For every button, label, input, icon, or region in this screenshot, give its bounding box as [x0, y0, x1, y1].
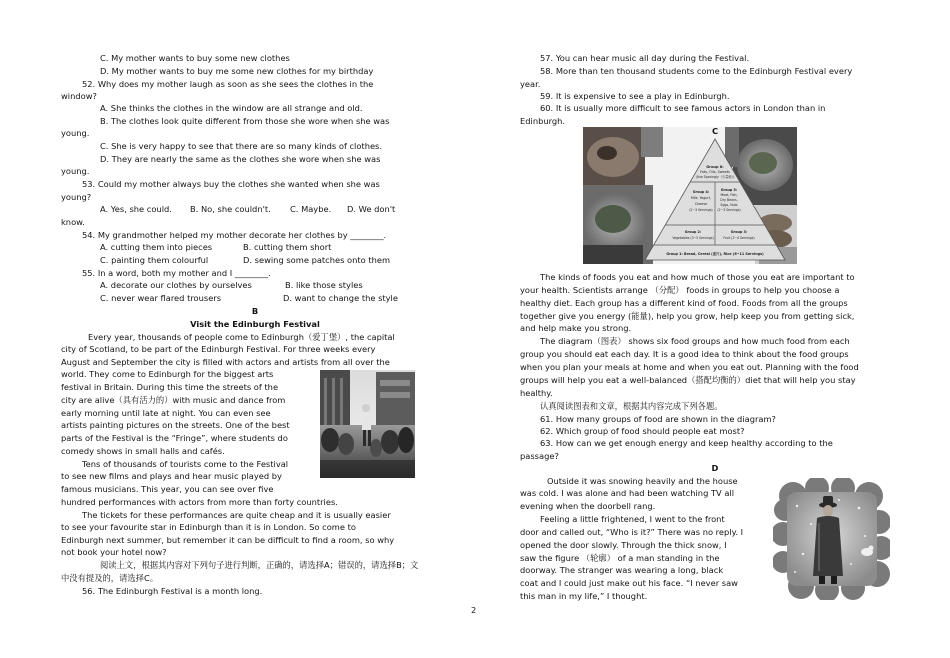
passage-c-line: healthy diet. Each group has a different kind of food. Foods from all the groups: [520, 298, 848, 308]
passage-d-line: evening when the doorbell rang.: [520, 501, 656, 511]
q52-option-d-cont: young.: [61, 166, 90, 176]
q53-option-a: A. Yes, she could.: [100, 204, 172, 214]
passage-b-line: Edinburgh next summer, but remember it can be difficult to find a room, so why: [61, 535, 395, 545]
passage-c-line: group you should eat each day. It is a good idea to think about the food groups: [520, 349, 849, 359]
section-b-instructions: 阅读上文，根据其内容对下列句子进行判断，正确的，请选择A；错误的，请选择B；文: [100, 560, 419, 570]
pyramid-g5-foods-cont: Dry Beans,: [720, 198, 738, 202]
pyramid-g4-servings: (2~3 Servings): [689, 208, 713, 212]
passage-b-line: August and September the city is filled with actors and artists from all over the: [61, 357, 390, 367]
q60-cont: Edinburgh.: [520, 116, 566, 126]
q54-option-d: D. sewing some patches onto them: [243, 255, 391, 265]
passage-b-line: early morning until late at night. You can even see: [61, 408, 271, 418]
q54-option-c: C. painting them colourful: [100, 255, 209, 265]
passage-b-line: famous musicians. This year, you can see over five: [61, 484, 274, 494]
passage-b-line: hundred performances with actors from more than forty countries.: [61, 497, 338, 507]
passage-c-line: together give you energy (能量), help you grow, help keep you from getting sick,: [520, 311, 855, 321]
section-c-instructions: 认真阅读图表和文章，根据其内容完成下列各题。: [540, 401, 723, 411]
q54-option-a: A. cutting them into pieces: [100, 242, 213, 252]
q55-option-b: B. like those styles: [285, 280, 363, 290]
pyramid-g4-foods-cont: Cheese: [694, 202, 708, 206]
pyramid-g3-foods: Fruit (2~4 Servings): [723, 236, 755, 240]
passage-d-line: Feeling a little frightened, I went to the front: [540, 514, 725, 524]
passage-b-line: parts of the Festival is the “Fringe”, where students do: [61, 433, 288, 443]
q55-option-a: A. decorate our clothes by ourselves: [100, 280, 252, 290]
q53-stem-cont: young?: [61, 192, 92, 202]
section-c-letter: C: [711, 126, 719, 136]
passage-b-line: city are alive（具有活力的）with music and dance from: [61, 395, 286, 405]
q53-option-b: B. No, she couldn't.: [190, 204, 271, 214]
passage-c-line: groups will help you eat a well-balanced（搭配均衡的）diet that will help you stay: [520, 375, 856, 385]
q55-option-c: C. never wear flared trousers: [100, 293, 222, 303]
q53-option-c: C. Maybe.: [290, 204, 332, 214]
passage-c-line: The diagram（图表） shows six food groups and how much food from each: [540, 336, 850, 346]
q60: 60. It is usually more difficult to see famous actors in London than in: [540, 103, 826, 113]
q54-stem: 54. My grandmother helped my mother decorate her clothes by ________.: [82, 230, 387, 240]
passage-d-line: coat and I could just make out his face. “I never saw: [520, 578, 738, 588]
q55-option-d: D. want to change the style: [283, 293, 398, 303]
section-b-letter: B: [251, 306, 259, 316]
section-b-instructions-cont: 中没有提及的，请选择C。: [61, 573, 159, 583]
passage-b-line: Every year, thousands of people come to Edinburgh（爱丁堡）, the capital: [88, 332, 395, 342]
q58: 58. More than ten thousand students come to the Edinburgh Festival every: [540, 66, 853, 76]
passage-d-line: opened the door slowly. Through the thick snow, I: [520, 540, 727, 550]
pyramid-g5-servings: (2~3 Servings): [717, 208, 741, 212]
pyramid-g2-label: Group 2:: [684, 230, 702, 234]
pyramid-g5-label: Group 5:: [720, 188, 738, 192]
passage-d-line: saw the figure （轮廓） of a man standing in the: [520, 553, 720, 563]
pyramid-g5-foods: Meat, Fish,: [720, 193, 738, 197]
passage-c-line: and help make you strong.: [520, 323, 632, 333]
pyramid-g6-servings: (Use Sparingly（少量地）): [695, 175, 735, 179]
passage-d-line: door and called out, “Who is it?” There was no reply. I: [520, 527, 744, 537]
pyramid-g6-label: Group 6:: [706, 165, 724, 169]
pyramid-g3-label: Group 3:: [730, 230, 748, 234]
passage-d-line: Outside it was snowing heavily and the house: [547, 476, 738, 486]
pyramid-g1-label: Group 1: Bread, Cereal (麦片), Rice (6~11 Servings): [666, 252, 764, 256]
q52-option-a: A. She thinks the clothes in the window are all strange and old.: [100, 103, 363, 113]
q63: 63. How can we get enough energy and keep healthy according to the: [540, 438, 833, 448]
passage-b-line: world. They come to Edinburgh for the biggest arts: [61, 369, 274, 379]
q53-stem: 53. Could my mother always buy the clothes she wanted when she was: [82, 179, 380, 189]
pyramid-g2-foods: Vegetables (3~5 Servings): [672, 236, 714, 240]
q51-option-d: D. My mother wants to buy me some new clothes for my birthday: [100, 66, 374, 76]
food-pyramid-diagram: [583, 127, 797, 264]
q55-stem: 55. In a word, both my mother and I ________.: [82, 268, 271, 278]
passage-b-line: to see your favourite star in Edinburgh than it is in London. So come to: [61, 522, 356, 532]
pyramid-g4-label: Group 4:: [692, 190, 710, 194]
q62: 62. Which group of food should people eat most?: [540, 426, 745, 436]
passage-b-line: to see new films and plays and hear music played by: [61, 471, 282, 481]
passage-b-line: not book your hotel now?: [61, 547, 167, 557]
passage-d-line: this man in my life,” I thought.: [520, 591, 648, 601]
passage-b-line: city of Scotland, to be part of the Edinburgh Festival. For three weeks every: [61, 344, 376, 354]
q53-option-d-cont: know.: [61, 217, 85, 227]
passage-d-line: was cold. I was alone and had been watching TV all: [520, 488, 735, 498]
passage-b-line: artists painting pictures on the streets. One of the best: [61, 420, 290, 430]
q53-option-d: D. We don't: [347, 204, 396, 214]
q52-option-d: D. They are nearly the same as the clothes she wore when she was: [100, 154, 381, 164]
q52-stem: 52. Why does my mother laugh as soon as she sees the clothes in the: [82, 79, 374, 89]
pyramid-g5-foods-cont2: Eggs, Nuts: [720, 203, 738, 207]
q51-option-c: C. My mother wants to buy some new clothes: [100, 53, 290, 63]
q61: 61. How many groups of food are shown in the diagram?: [540, 414, 776, 424]
pyramid-g6-foods: Fats, Oils, Sweets: [700, 170, 730, 174]
section-b-title: Visit the Edinburgh Festival: [190, 319, 320, 329]
q52-option-c: C. She is very happy to see that there are so many kinds of clothes.: [100, 141, 383, 151]
passage-b-line: The tickets for these performances are quite cheap and it is usually easier: [82, 510, 391, 520]
passage-c-line: healthy.: [520, 388, 553, 398]
passage-c-line: your health. Scientists arrange （分配） foods in groups to help you choose a: [520, 285, 840, 295]
q54-option-b: B. cutting them short: [243, 242, 332, 252]
q52-option-b-cont: young.: [61, 128, 90, 138]
festival-street-photo: [320, 370, 415, 478]
q52-option-b: B. The clothes look quite different from those she wore when she was: [100, 116, 390, 126]
page-number: 2: [471, 605, 477, 615]
section-d-letter: D: [711, 463, 719, 473]
passage-b-line: Tens of thousands of tourists come to the Festival: [82, 459, 289, 469]
q63-cont: passage?: [520, 451, 559, 461]
passage-b-line: comedy shows in small halls and cafés.: [61, 446, 225, 456]
q57: 57. You can hear music all day during the Festival.: [540, 53, 750, 63]
q56: 56. The Edinburgh Festival is a month long.: [82, 586, 263, 596]
passage-c-line: when you plan your meals at home and when you eat out. Planning with the food: [520, 362, 859, 372]
passage-b-line: festival in Britain. During this time the streets of the: [61, 382, 279, 392]
q52-stem-cont: window?: [61, 91, 97, 101]
pyramid-g4-foods: Milk, Yogurt,: [690, 196, 712, 200]
passage-c-line: The kinds of foods you eat and how much of those you eat are important to: [540, 272, 855, 282]
passage-d-line: doorway. The stranger was wearing a long, black: [520, 565, 724, 575]
q58-cont: year.: [520, 79, 541, 89]
q59: 59. It is expensive to see a play in Edinburgh.: [540, 91, 730, 101]
stranger-in-snow-illustration: [773, 478, 890, 600]
